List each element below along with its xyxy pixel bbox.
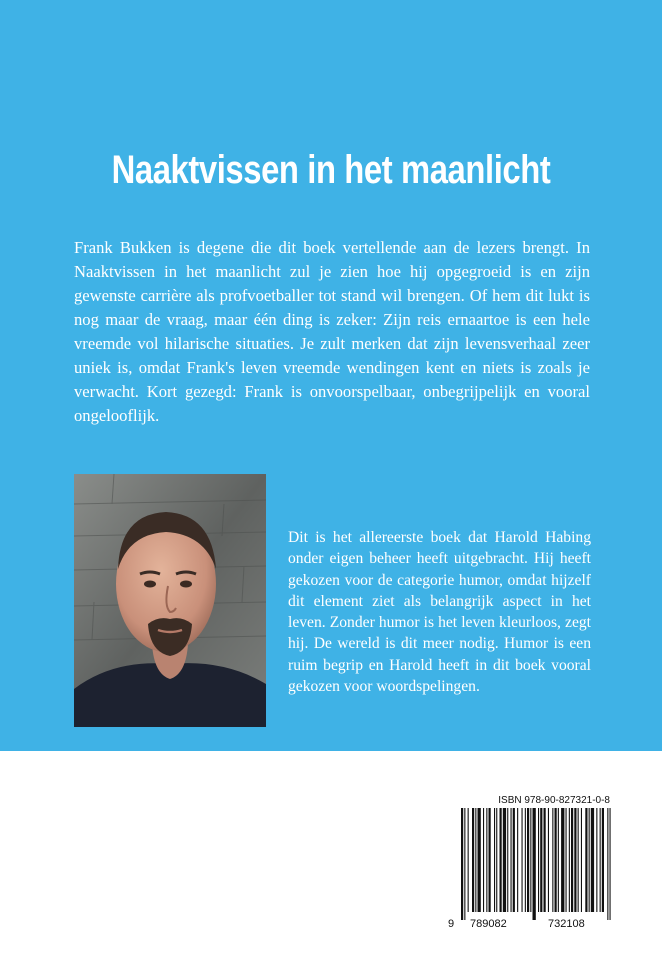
book-blurb: Frank Bukken is degene die dit boek vertellende aan de lezers brengt. In Naaktvissen in het maanlicht zul je zien hoe hij opgegroeid is en zijn gewenste carrière als profvoetballer tot stand wil brengen. Of hem dit lukt is nog maar de vraag, maar één ding is zeker: Zijn reis ernaartoe is een hele vreemde vol hilarische situaties. Je zult merken dat zijn levensverhaal zeer uniek is, omdat Frank's leven vreemde wendingen kent en niets is zoals je verwacht. Kort gezegd: Frank is onvoorspelbaar, onbegrijpelijk en vooral ongelooflijk.	[74, 238, 590, 425]
barcode-bar	[489, 808, 491, 912]
barcode-bar	[513, 808, 515, 912]
barcode-bar	[494, 808, 495, 912]
barcode-bar	[486, 808, 487, 912]
barcode-bar	[517, 808, 518, 912]
barcode-bar	[578, 808, 579, 912]
barcode-bar	[544, 808, 546, 912]
barcode-bar	[461, 808, 463, 920]
barcode-bar	[478, 808, 481, 912]
barcode-bar	[600, 808, 601, 912]
barcode-bar	[540, 808, 542, 912]
barcode-bar	[538, 808, 539, 912]
barcode-bar	[585, 808, 587, 912]
barcode-bar	[507, 808, 508, 912]
barcode-bar	[464, 808, 465, 920]
barcode-bar	[607, 808, 608, 920]
barcode-bar	[527, 808, 529, 912]
barcode-bar	[525, 808, 526, 912]
barcode-bar	[496, 808, 497, 912]
author-portrait-image	[74, 474, 266, 727]
barcode-bar	[530, 808, 531, 912]
barcode-bar	[503, 808, 506, 912]
barcode-bar	[610, 808, 611, 920]
barcode-bar	[558, 808, 559, 912]
barcode-bar	[483, 808, 484, 912]
barcode-bar	[569, 808, 570, 912]
barcode-bar	[475, 808, 476, 912]
barcode-bar	[561, 808, 564, 912]
barcode-bar	[591, 808, 594, 912]
barcode-bar	[472, 808, 474, 912]
barcode-bar	[555, 808, 557, 912]
author-photo	[74, 474, 266, 727]
barcode-bar	[566, 808, 567, 912]
barcode-bar	[468, 808, 469, 912]
barcode-digits-left: 789082	[470, 918, 507, 930]
book-title: Naaktvissen in het maanlicht	[111, 148, 551, 192]
barcode-bar	[552, 808, 553, 912]
barcode-bar	[548, 808, 549, 912]
barcode-bar	[589, 808, 590, 912]
barcode-digit-lead: 9	[448, 918, 455, 930]
isbn-barcode	[457, 808, 614, 923]
barcode-bar	[511, 808, 512, 912]
isbn-label: ISBN 978-90-827321-0-8	[498, 795, 610, 806]
barcode-digits-right: 732108	[548, 918, 585, 930]
barcode-bar	[500, 808, 502, 912]
barcode-bar	[602, 808, 604, 912]
barcode-bar	[522, 808, 523, 912]
barcode-bar	[596, 808, 597, 912]
barcode-bar	[533, 808, 536, 920]
barcode-bar	[581, 808, 582, 912]
author-bio: Dit is het allereerste boek dat Harold Habing onder eigen beheer heeft uitgebracht. Hij heeft gekozen voor de categorie humor, omdat hijzelf dit element ziet als belangrijk aspect in het leven. Zonder humor is het leven kleurloos, zegt hij. De wereld is dit meer nodig. Humor is een ruim begrip en Harold heeft in dit boek vooral gekozen voor woordspelingen.	[288, 529, 591, 696]
barcode-bar	[574, 808, 576, 912]
barcode-bar	[571, 808, 573, 912]
